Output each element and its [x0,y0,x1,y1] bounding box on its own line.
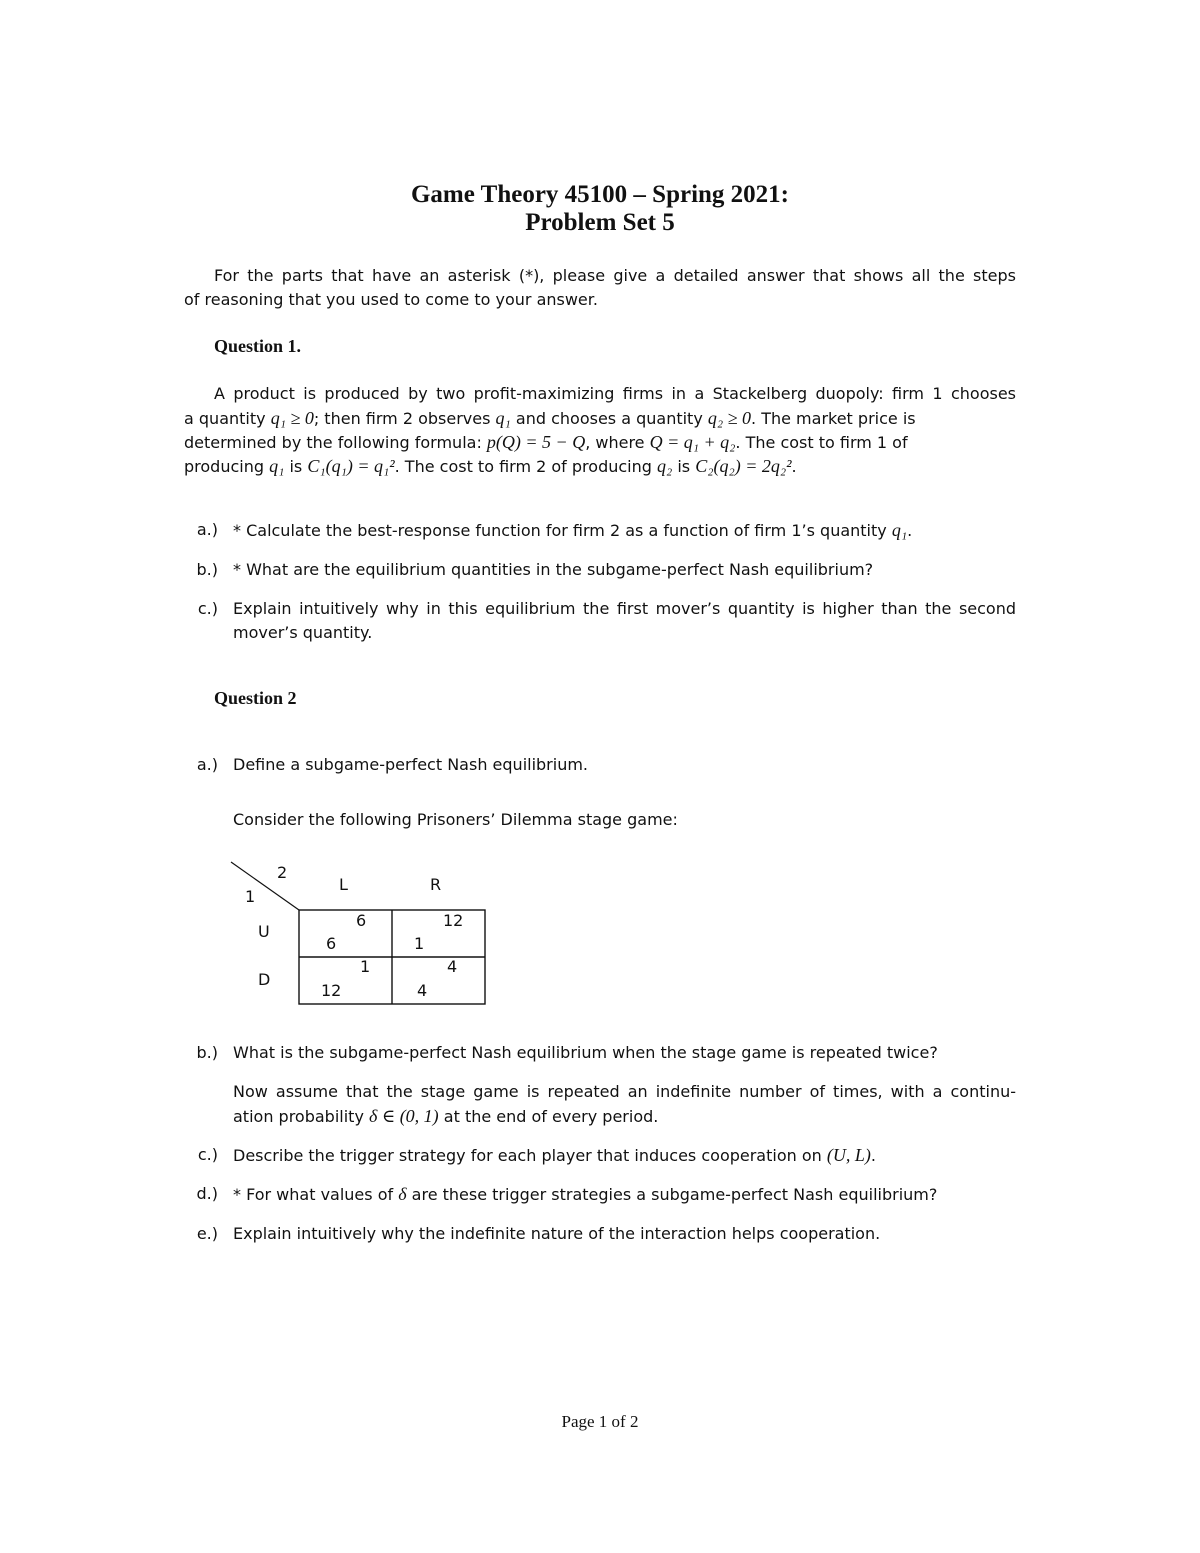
q1-text-line-1: A product is produced by two profit-maximizing firms in a Stackelberg duopoly: firm 1 chooses [214,384,1016,403]
math-q1-nonneg: q₁ ≥ 0 [270,408,314,428]
math-q-def: Q = q₁ + q₂ [649,432,736,452]
q1-part-c-marker: c.) [197,599,218,618]
math-price: p(Q) = 5 − Q [486,432,586,452]
row-label-U: U [258,922,270,941]
indefinite-line-1: Now assume that the stage game is repeated an indefinite number of times, with a continu- [233,1082,1016,1101]
col-label-R: R [430,875,442,894]
math-cost-2: C₂(q₂) = 2q₂² [695,456,792,476]
math-delta-range: δ ∈ (0, 1) [369,1106,439,1126]
q1-text-line-4: producing q₁ is C₁(q₁) = q₁². The cost to firm 2 of producing q₂ is C₂(q₂) = 2q₂². [184,456,797,476]
payoff-UR-p2: 12 [443,911,464,930]
intro-line-1: For the parts that have an asterisk (*), please give a detailed answer that shows all the steps [214,266,1016,285]
q1-part-c-line-1: Explain intuitively why in this equilibrium the first mover’s quantity is higher than the second [233,599,1016,618]
q2-part-c-marker: c.) [197,1145,218,1164]
indefinite-line-2: ation probability δ ∈ (0, 1) at the end of every period. [233,1106,659,1126]
q1-text-line-3: determined by the following formula: p(Q) = 5 − Q, where Q = q₁ + q₂. The cost to firm 1 of [184,432,908,452]
q2-part-b-text: What is the subgame-perfect Nash equilibrium when the stage game is repeated twice? [233,1043,938,1062]
payoff-DL-p1: 12 [321,981,342,1000]
matrix-diagonal [231,862,299,910]
payoff-UL-p1: 6 [326,934,337,953]
q2-part-d-marker: d.) [196,1184,218,1203]
intro-line-2: of reasoning that you used to come to your answer. [184,290,598,309]
math-cost-1: C₁(q₁) = q₁² [307,456,395,476]
question-1-heading: Question 1. [214,336,302,356]
q2-part-c-text: Describe the trigger strategy for each player that induces cooperation on (U, L). [233,1145,876,1165]
player-1-label: 1 [245,887,256,906]
q2-part-a-marker: a.) [196,755,218,774]
payoff-UL-p2: 6 [356,911,367,930]
row-label-D: D [258,970,271,989]
player-2-label: 2 [277,863,288,882]
q1-part-c-line-2: mover’s quantity. [233,623,373,642]
page-subtitle: Problem Set 5 [525,209,675,236]
q2-part-e-marker: e.) [196,1224,218,1243]
col-label-L: L [339,875,348,894]
q2-part-a-text: Define a subgame-perfect Nash equilibrium. [233,755,589,774]
q2-part-d-text: * For what values of δ are these trigger strategies a subgame-perfect Nash equilibrium? [233,1184,938,1204]
payoff-DL-p2: 1 [360,957,371,976]
page-number: Page 1 of 2 [561,1412,639,1431]
page-title: Game Theory 45100 – Spring 2021: [410,181,789,208]
payoff-DR-p2: 4 [447,957,458,976]
q1-part-b-text: * What are the equilibrium quantities in the subgame-perfect Nash equilibrium? [233,560,874,579]
q1-text-line-2: a quantity q₁ ≥ 0; then firm 2 observes q₁ and chooses a quantity q₂ ≥ 0. The market price is [184,408,916,428]
q1-part-a-text: * Calculate the best-response function for firm 2 as a function of firm 1’s quantity q₁. [233,520,913,540]
stage-game-intro: Consider the following Prisoners’ Dilemma stage game: [233,810,678,829]
payoff-matrix [220,850,500,1010]
question-2-heading: Question 2 [214,688,297,708]
q2-part-b-marker: b.) [196,1043,218,1062]
q1-part-b-marker: b.) [196,560,218,579]
payoff-DR-p1: 4 [417,981,428,1000]
math-q2-nonneg: q₂ ≥ 0 [707,408,752,428]
payoff-UR-p1: 1 [414,934,425,953]
q2-part-e-text: Explain intuitively why the indefinite nature of the interaction helps cooperation. [233,1224,881,1243]
q1-part-a-marker: a.) [196,520,218,539]
